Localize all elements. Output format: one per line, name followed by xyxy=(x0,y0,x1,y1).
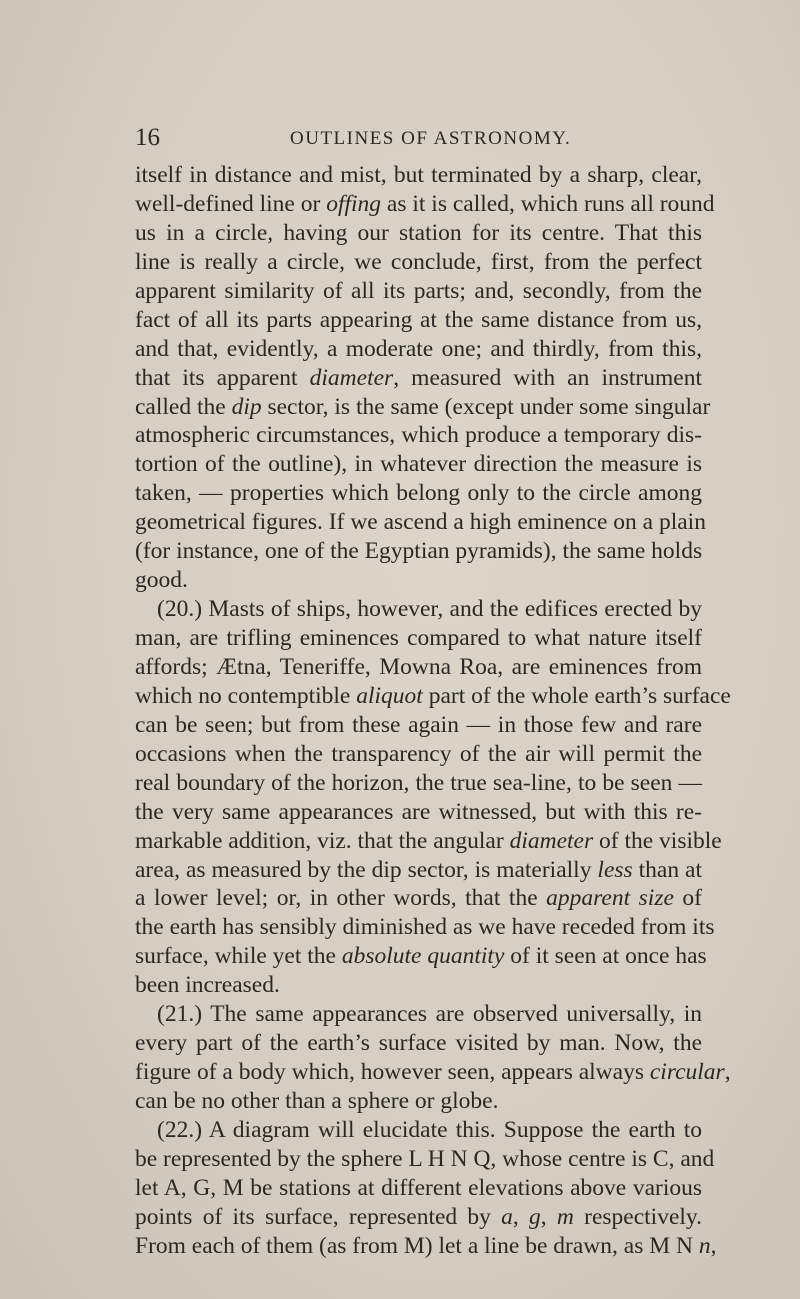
text-segment: (for instance, one of the Egyptian pyramids), the same holds xyxy=(135,538,703,565)
text-line xyxy=(135,1232,717,1261)
italic-text: diameter xyxy=(309,364,394,391)
text-segment: , xyxy=(512,1203,530,1230)
text-segment: been increased. xyxy=(135,972,280,999)
text-segment: of it seen at once has xyxy=(504,943,707,970)
text-segment: be represented by the sphere L H N Q, whose centre is C, and xyxy=(135,1145,715,1172)
text-line xyxy=(135,942,707,971)
text-segment: sector, is the same (except under some singular xyxy=(261,393,711,420)
text-line xyxy=(135,798,702,827)
text-segment: (22.) A diagram will elucidate this. Suppose the earth to xyxy=(157,1116,702,1143)
text-segment: a lower level; or, in other words, that the xyxy=(135,885,547,912)
text-segment: the earth has sensibly diminished as we have receded from its xyxy=(135,914,715,941)
text-line xyxy=(135,190,715,219)
italic-text: a xyxy=(501,1203,513,1230)
text-line xyxy=(135,421,702,450)
text-segment: fact of all its parts appearing at the same distance from us, xyxy=(135,306,702,333)
body-text xyxy=(135,161,731,1261)
text-line xyxy=(135,1174,702,1203)
italic-text: circular xyxy=(649,1059,725,1086)
text-segment: called the xyxy=(135,393,232,420)
text-line xyxy=(135,1203,702,1232)
text-segment: which no contemptible xyxy=(135,682,357,709)
text-line xyxy=(135,827,722,856)
text-segment: the very same appearances are witnessed, but with this re- xyxy=(135,798,702,825)
text-segment: real boundary of the horizon, the true sea-line, to be seen — xyxy=(135,769,702,796)
text-line xyxy=(135,335,702,364)
text-segment: affords; Ætna, Teneriffe, Mowna Roa, are eminences from xyxy=(135,653,702,680)
text-line xyxy=(135,624,702,653)
text-line xyxy=(135,277,702,306)
text-line xyxy=(135,450,702,479)
italic-text: m xyxy=(556,1203,574,1230)
text-line xyxy=(135,913,715,942)
text-segment: every part of the earth’s surface visited by man. Now, the xyxy=(135,1030,702,1057)
text-segment: points of its surface, represented by xyxy=(135,1203,502,1230)
text-segment: surface, while yet the xyxy=(135,943,342,970)
text-line xyxy=(135,595,702,624)
italic-text: apparent size xyxy=(546,885,674,912)
text-line xyxy=(135,1029,702,1058)
text-segment: apparent similarity of all its parts; and, secondly, from the xyxy=(135,277,702,304)
text-segment: of xyxy=(673,885,703,912)
text-line xyxy=(135,1116,702,1145)
text-line xyxy=(135,1058,731,1087)
text-line xyxy=(135,219,702,248)
text-segment: area, as measured by the dip sector, is materially xyxy=(135,856,598,883)
italic-text: g xyxy=(529,1203,541,1230)
text-segment: part of the whole earth’s surface xyxy=(422,682,731,709)
italic-text: offing xyxy=(326,190,382,217)
page-header xyxy=(135,124,702,154)
text-segment: From each of them (as from M) let a line be drawn, as M N xyxy=(135,1232,699,1259)
text-line xyxy=(135,856,702,885)
text-line xyxy=(135,566,702,595)
italic-text: less xyxy=(597,856,633,883)
text-segment: good. xyxy=(135,567,188,594)
text-segment: , xyxy=(710,1232,717,1259)
text-segment: let A, G, M be stations at different elevations above various xyxy=(135,1174,702,1201)
text-segment: atmospheric circumstances, which produce a temporary dis- xyxy=(135,422,702,449)
text-segment: that its apparent xyxy=(135,364,310,391)
text-segment: well-defined line or xyxy=(135,190,327,217)
page-number: 16 xyxy=(135,124,160,151)
text-line xyxy=(135,393,711,422)
text-line xyxy=(135,769,702,798)
text-segment: (21.) The same appearances are observed universally, in xyxy=(157,1001,702,1028)
text-segment: , xyxy=(724,1059,731,1086)
text-line xyxy=(135,537,702,566)
text-line xyxy=(135,306,702,335)
text-segment: and that, evidently, a moderate one; and thirdly, from this, xyxy=(135,335,702,362)
text-segment: tortion of the outline), in whatever direction the measure is xyxy=(135,451,702,478)
text-segment: (20.) Masts of ships, however, and the edifices erected by xyxy=(157,596,702,623)
italic-text: absolute quantity xyxy=(341,943,505,970)
text-line xyxy=(135,1087,702,1116)
text-line xyxy=(135,161,702,190)
italic-text: n xyxy=(698,1232,711,1259)
text-line xyxy=(135,711,702,740)
text-segment: can be no other than a sphere or globe. xyxy=(135,1088,499,1114)
text-segment: geometrical figures. If we ascend a high eminence on a plain xyxy=(135,509,706,536)
text-segment: as it is called, which runs all round xyxy=(381,190,715,217)
italic-text: aliquot xyxy=(356,682,423,709)
text-segment: line is really a circle, we conclude, first, from the perfect xyxy=(135,248,702,275)
text-line xyxy=(135,479,702,508)
text-line xyxy=(135,248,702,277)
text-line xyxy=(135,364,702,393)
italic-text: diameter xyxy=(509,827,594,854)
text-segment: itself in distance and mist, but terminated by a sharp, clear, xyxy=(135,162,702,188)
text-line xyxy=(135,884,702,913)
text-segment: taken, — properties which belong only to the circle among xyxy=(135,480,702,507)
text-segment: figure of a body which, however seen, appears always xyxy=(135,1059,650,1086)
text-segment: of the visible xyxy=(593,827,722,854)
text-line xyxy=(135,1000,702,1029)
text-segment: can be seen; but from these again — in those few and rare xyxy=(135,711,702,738)
text-segment: markable addition, viz. that the angular xyxy=(135,827,510,854)
text-line xyxy=(135,971,702,1000)
text-segment: , measured with an instrument xyxy=(393,364,702,391)
text-line xyxy=(135,740,702,769)
text-segment: man, are trifling eminences compared to what nature itself xyxy=(135,625,702,651)
text-line xyxy=(135,653,702,682)
text-line xyxy=(135,1145,715,1174)
text-line xyxy=(135,682,731,711)
text-segment: than at xyxy=(632,856,702,883)
text-line xyxy=(135,508,706,537)
running-title: OUTLINES OF ASTRONOMY. xyxy=(290,128,572,149)
text-segment: occasions when the transparency of the air will permit the xyxy=(135,740,702,767)
text-segment: respectively. xyxy=(573,1203,703,1230)
italic-text: dip xyxy=(231,393,262,420)
text-segment: , xyxy=(540,1203,557,1230)
text-segment: us in a circle, having our station for its centre. That this xyxy=(135,219,702,246)
